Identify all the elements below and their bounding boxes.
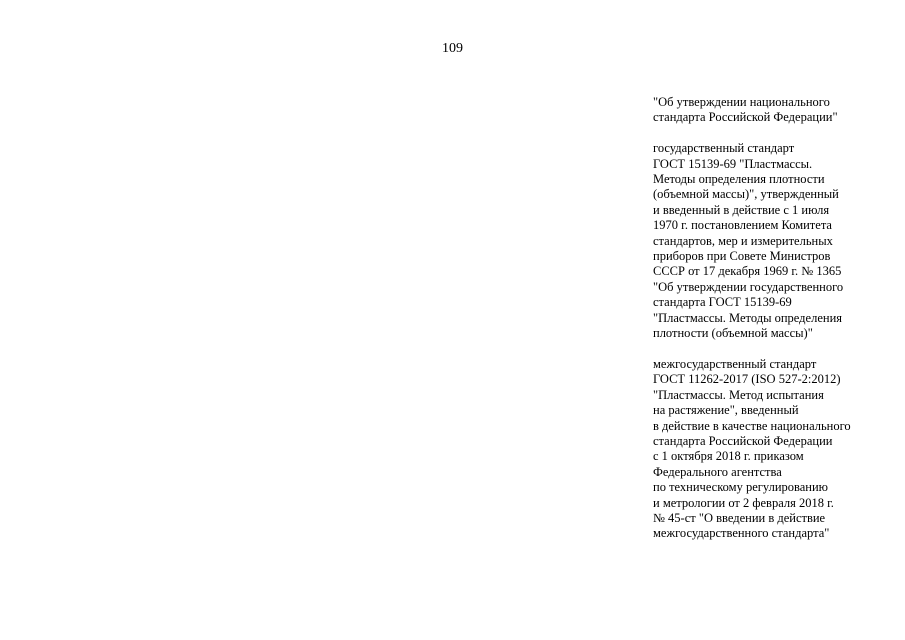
text-line: и введенный в действие с 1 июля [653, 202, 830, 217]
text-line: приборов при Совете Министров [653, 249, 831, 264]
text-line: (объемной массы)", утвержденный [653, 187, 839, 202]
text-line: Федерального агентства [653, 464, 782, 479]
text-line: ГОСТ 15139-69 "Пластмассы. [653, 156, 813, 171]
text-line: с 1 октября 2018 г. приказом [653, 449, 804, 464]
text-line: 1970 г. постановлением Комитета [653, 218, 832, 233]
text-line: ГОСТ 11262-2017 (ISO 527-2:2012) [653, 372, 841, 387]
text-line: и метрологии от 2 февраля 2018 г. [653, 495, 834, 510]
text-block-approval-title [653, 95, 898, 126]
text-line: СССР от 17 декабря 1969 г. № 1365 [653, 264, 842, 279]
text-line: на растяжение", введенный [653, 403, 799, 418]
page-number: 109 [442, 41, 463, 56]
text-line: "Пластмассы. Методы определения [653, 310, 843, 325]
text-line: по техническому регулированию [653, 480, 829, 495]
text-line: "Об утверждении государственного [653, 279, 844, 294]
text-line: плотности (объемной массы)" [653, 326, 813, 341]
text-line: Методы определения плотности [653, 172, 825, 187]
text-line: "Об утверждении национального [653, 95, 830, 109]
text-line: стандарта ГОСТ 15139-69 [653, 295, 792, 310]
text-line: № 45-ст "О введении в действие [653, 510, 826, 525]
text-line: межгосударственный стандарт [653, 356, 817, 371]
text-line: в действие в качестве национального [653, 418, 851, 433]
text-line: межгосударственного стандарта" [653, 526, 830, 541]
document-text-column [653, 95, 898, 557]
text-line: стандарта Российской Федерации [653, 433, 833, 448]
text-line: стандартов, мер и измерительных [653, 233, 833, 248]
text-line: государственный стандарт [653, 141, 795, 156]
text-line: "Пластмассы. Метод испытания [653, 387, 824, 402]
text-line: стандарта Российской Федерации" [653, 110, 838, 125]
text-block-gost-11262 [653, 357, 898, 542]
text-block-gost-15139 [653, 141, 898, 341]
